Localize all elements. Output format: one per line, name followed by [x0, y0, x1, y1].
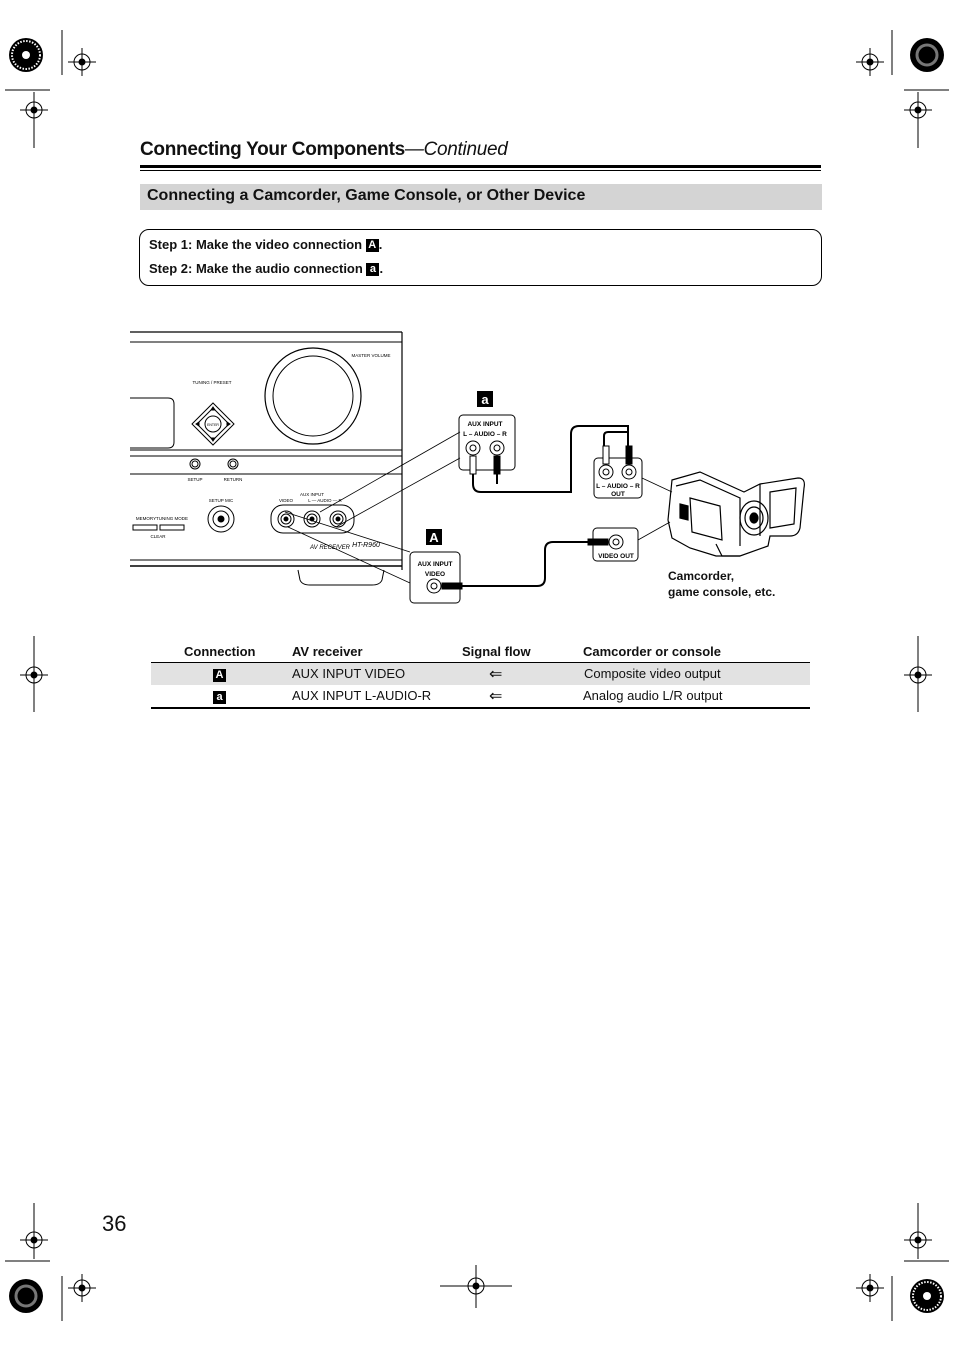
table-row: [213, 667, 226, 682]
diagram-badge-video: A: [429, 530, 439, 545]
page-title-continued: —Continued: [404, 139, 508, 160]
step-1-suffix: .: [378, 237, 383, 252]
step-2-suffix: .: [379, 261, 384, 276]
table-header-signal-flow: Signal flow: [462, 644, 531, 659]
page-number: 36: [102, 1211, 127, 1236]
diagram-badge-audio: a: [481, 392, 489, 407]
label-memory: MEMORY: [135, 516, 157, 521]
step-2-badge: a: [366, 263, 379, 276]
aux-audio-box-line2: L – AUDIO – R: [463, 431, 507, 438]
connection-diagram: [0, 0, 954, 640]
row-2-receiver: AUX INPUT L-AUDIO-R: [292, 688, 432, 703]
label-video-receiver: VIDEO: [278, 498, 294, 503]
label-enter: ENTER: [207, 423, 219, 427]
table-header-camcorder: Camcorder or console: [583, 644, 721, 659]
table-header-av-receiver: AV receiver: [292, 644, 363, 659]
step-2-text: Step 2: Make the audio connection: [149, 261, 363, 276]
label-setup: SETUP: [187, 477, 203, 482]
label-return: RETURN: [223, 477, 243, 482]
row-1-badge: A: [213, 669, 226, 682]
label-brand: AV RECEIVER: [309, 545, 351, 551]
page-title-main: Connecting Your Components: [140, 139, 405, 160]
aux-video-box-line1: AUX INPUT: [417, 561, 453, 568]
table-bottom-rule: [151, 707, 810, 709]
section-title: Connecting a Camcorder, Game Console, or Other Device: [147, 187, 586, 204]
row-2-flow-arrow: ⇐: [489, 688, 503, 705]
table-row: [213, 689, 226, 704]
aux-video-box-line2: VIDEO: [424, 571, 446, 578]
row-2-badge: a: [213, 691, 226, 704]
cam-audio-box-line1: L – AUDIO – R: [596, 483, 640, 490]
label-clear: CLEAR: [150, 534, 166, 539]
label-audio-receiver: L — AUDIO — R: [308, 498, 342, 503]
label-tuning-mode: TUNING MODE: [156, 516, 188, 521]
table-header-connection: Connection: [184, 644, 256, 659]
cam-audio-box-line2: OUT: [611, 491, 625, 498]
row-1-receiver: AUX INPUT VIDEO: [292, 666, 406, 681]
row-1-flow-arrow: ⇐: [489, 666, 503, 683]
label-setup-mic: SETUP MIC: [208, 498, 234, 503]
row-2-device: Analog audio L/R output: [583, 688, 723, 703]
aux-audio-box-line1: AUX INPUT: [467, 421, 503, 428]
label-aux-input-receiver: AUX INPUT: [299, 492, 325, 497]
device-label-line2: game console, etc.: [668, 585, 776, 599]
table-header-rule: [151, 662, 810, 663]
device-label-line1: Camcorder,: [668, 569, 735, 583]
label-model: HT-R960: [352, 542, 380, 549]
step-1-badge: A: [366, 239, 379, 252]
cam-video-box-line1: VIDEO OUT: [598, 553, 634, 560]
camcorder-illustration: [668, 472, 804, 556]
step-1-text: Step 1: Make the video connection: [149, 237, 363, 252]
label-tuning-preset: TUNING / PRESET: [192, 380, 232, 385]
label-master-volume: MASTER VOLUME: [351, 353, 391, 358]
row-1-device: Composite video output: [584, 666, 721, 681]
